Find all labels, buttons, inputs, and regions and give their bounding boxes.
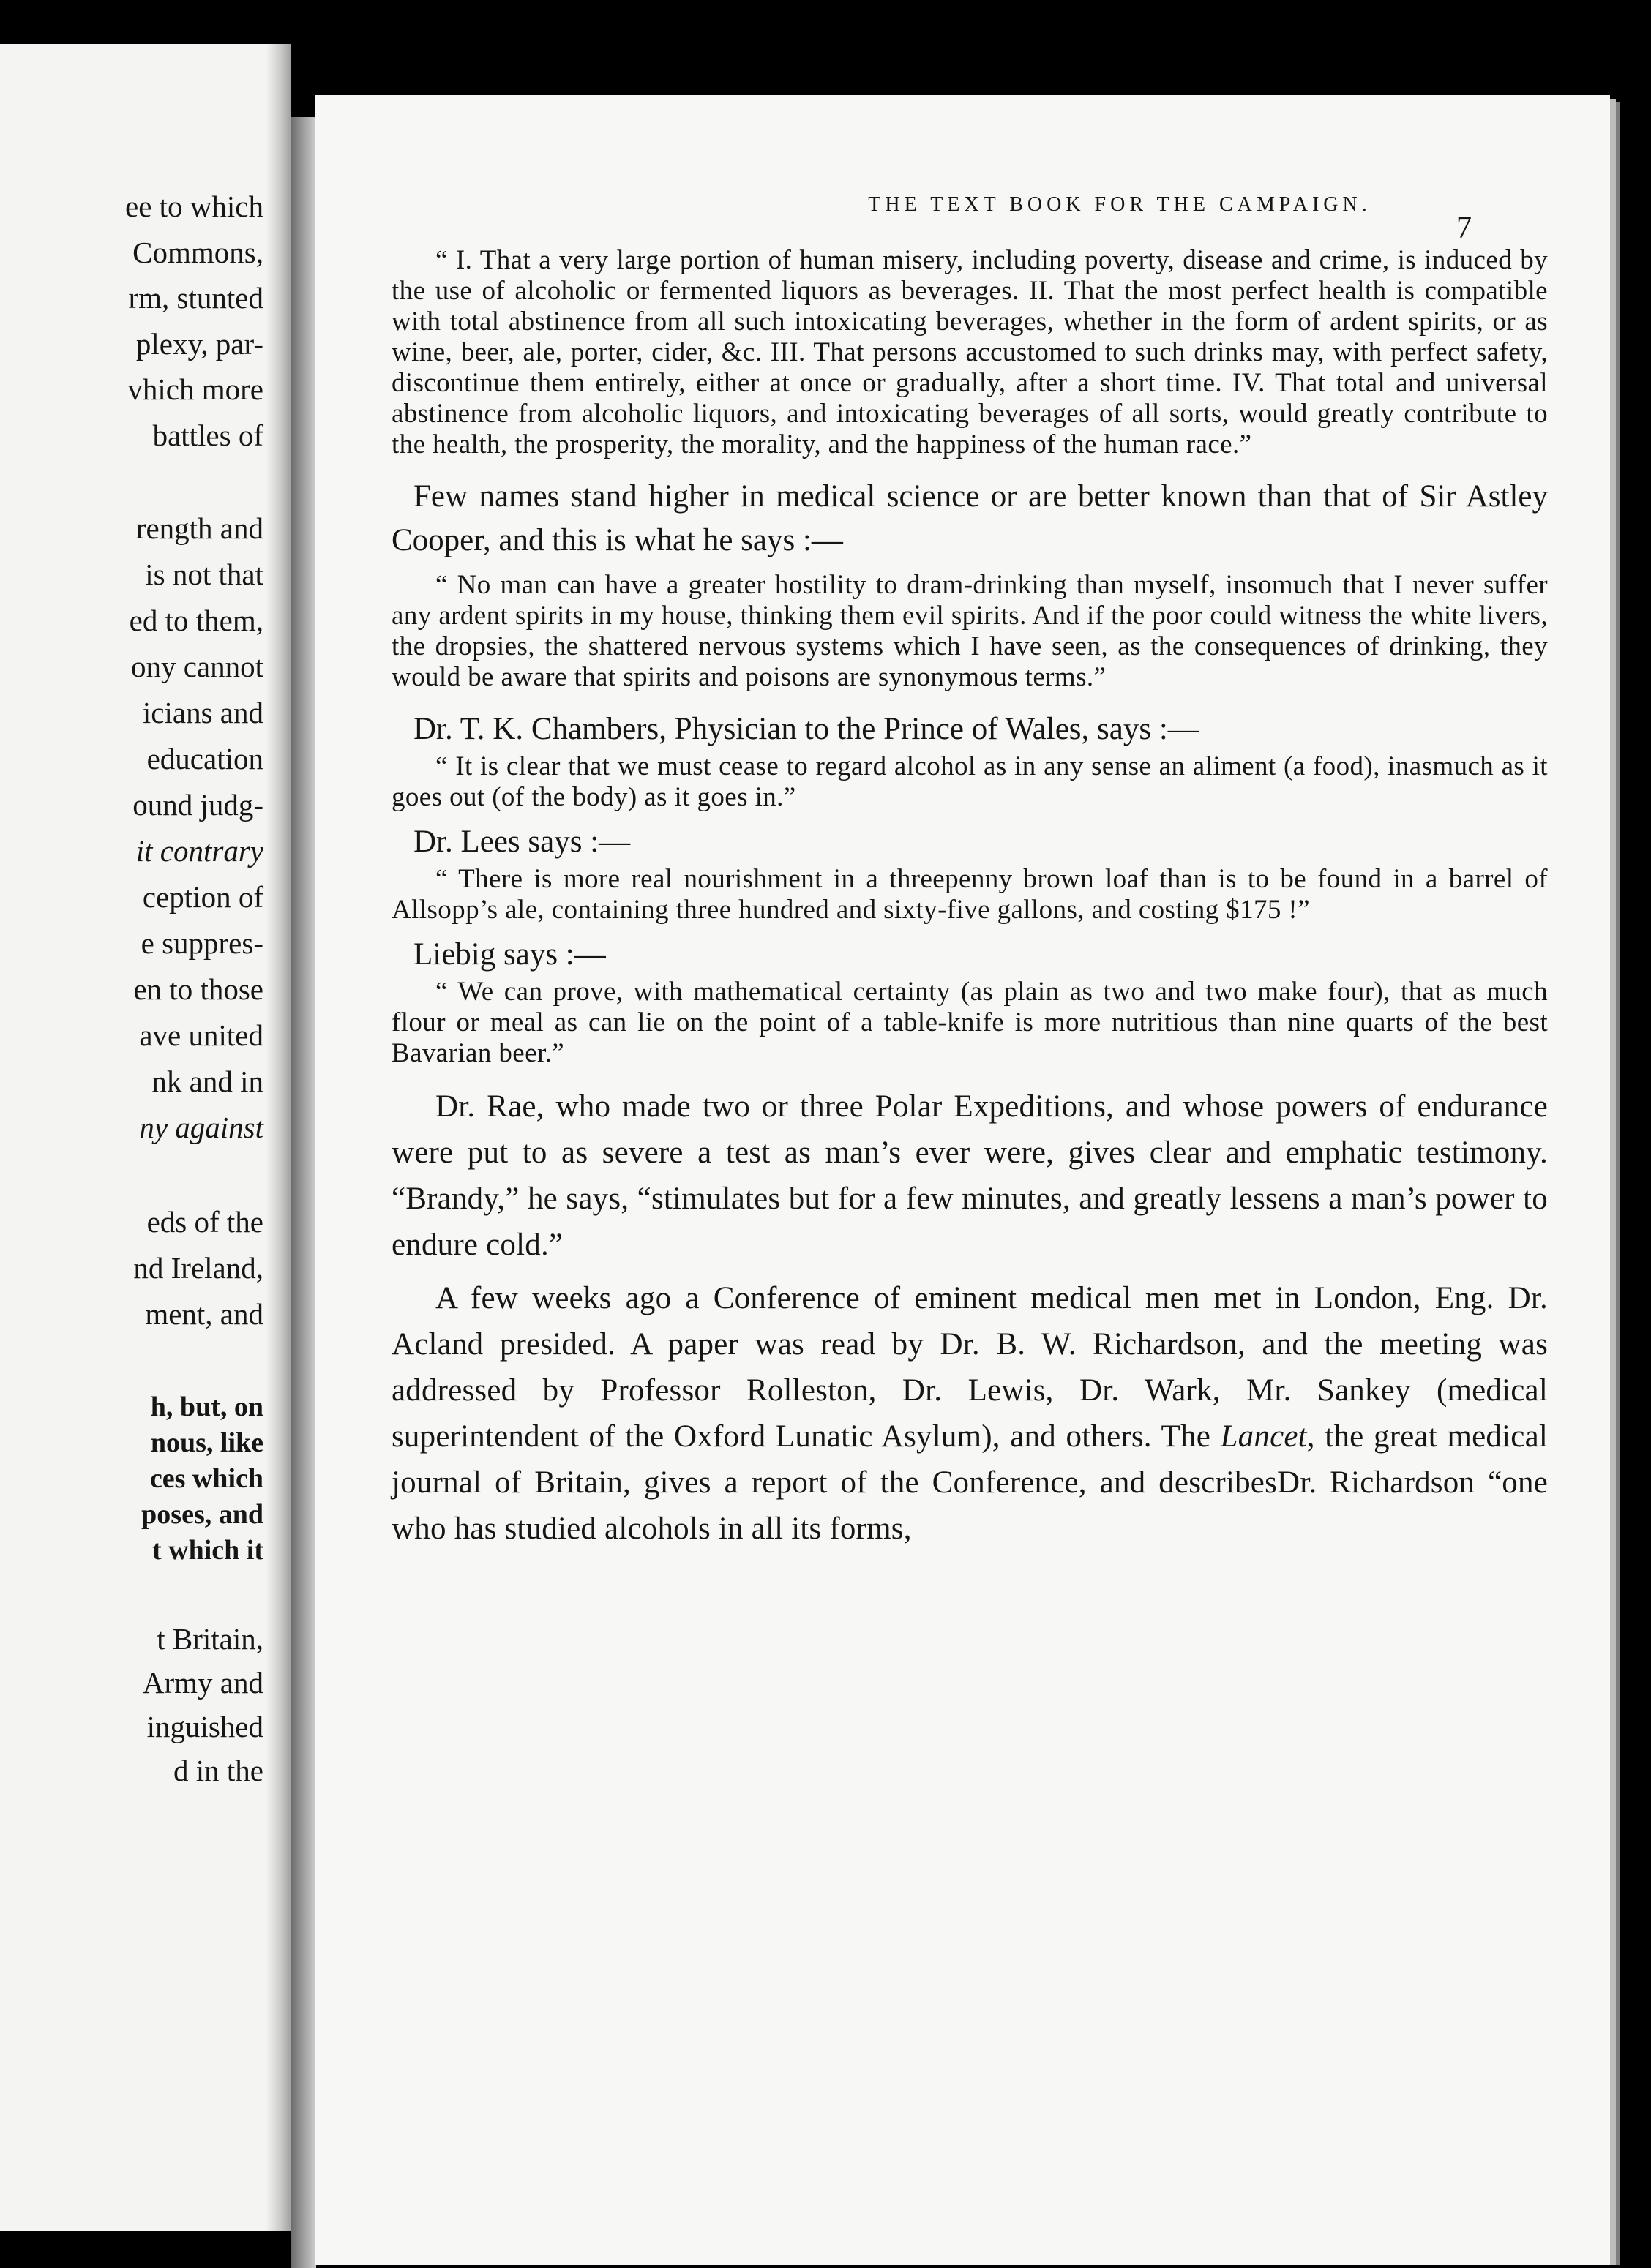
page-edge — [1610, 99, 1616, 2265]
facing-page-line: ces which — [149, 1463, 263, 1494]
facing-page-line: ment, and — [145, 1297, 263, 1331]
facing-page-line: ee to which — [125, 189, 263, 223]
facing-page-line: education — [146, 742, 263, 776]
resolutions-quote: “ I. That a very large portion of human misery, including poverty, disease and crime, is induced by the use of alcoholic or fermented liquors as beverages. II. That the most perfect health is compatible with total abstinence from all such intoxicating beverages, whether in the form of ardent spirits, or as wine, beer, ale, porter, cider, &c. III. That persons accustomed to such drinks may, with perfect safety, discontinue them entirely, either at once or gradually, after a short time. IV. That total and universal abstinence from alcoholic liquors, and intoxicating beverages of all sorts, would greatly contribute to the health, the prosperity, the morality, and the happiness of the human race.” — [392, 245, 1548, 459]
conference-text-end: , the great medical journal of Britain, gives a report of the Conference, and describesDr. Richardson “one who has studied alcohols in all its forms, — [392, 1419, 1548, 1546]
lees-intro: Dr. Lees says :— — [413, 825, 631, 859]
facing-page-line: t Britain, — [157, 1622, 263, 1656]
facing-page-line: h, but, on — [150, 1392, 263, 1422]
lees-quote: “ There is more real nourishment in a threepenny brown loaf than is to be found in a barrel of Allsopp’s ale, containing three hundred and sixty-five gallons, and costing $175 !” — [392, 864, 1548, 925]
lancet-title: Lancet — [1220, 1419, 1307, 1454]
liebig-quote: “ We can prove, with mathematical certainty (as plain as two and two make four), that as much flour or meal as can lie on the point of a table-knife is more nutritious than nine quarts of the best Bavarian beer.” — [392, 977, 1548, 1068]
cooper-quote: “ No man can have a greater hostility to dram-drinking than myself, insomuch that I never suffer any ardent spirits in my house, thinking them evil spirits. And if the poor could witness the white livers, the dropsies, the shattered nervous systems which I have seen, as the consequences of drinking, they would be aware that spirits and poisons are synonymous terms.” — [392, 570, 1548, 692]
facing-page-line: ception of — [142, 880, 263, 914]
facing-page-line: icians and — [142, 696, 263, 729]
book-binding — [291, 117, 316, 2268]
facing-page-line: t which it — [152, 1535, 263, 1566]
facing-page-line: ny against — [139, 1111, 263, 1144]
page-number: 7 — [1456, 211, 1472, 245]
gutter-shadow — [266, 44, 291, 2231]
rae-paragraph: Dr. Rae, who made two or three Polar Expeditions, and whose powers of endurance were put to as severe a test as man’s ever were, gives clear and emphatic testimony. “Brandy,” he says, “stimulates but for a few minutes, and greatly lessens a man’s power to endure cold.” — [392, 1089, 1548, 1262]
conference-paragraph — [392, 1275, 1548, 1552]
facing-page-line: plexy, par- — [135, 327, 263, 361]
facing-page-line: inguished — [146, 1710, 263, 1743]
facing-page-line: en to those — [133, 972, 263, 1006]
facing-page-line: is not that — [145, 557, 263, 591]
facing-page-line: nk and in — [151, 1064, 263, 1098]
chambers-quote: “ It is clear that we must cease to regard alcohol as in any sense an aliment (a food), inasmuch as it goes out (of the body) as it goes in.” — [392, 751, 1548, 812]
facing-page-line: eds of the — [146, 1205, 263, 1239]
facing-page-line: it contrary — [135, 834, 263, 868]
facing-page — [0, 44, 291, 2231]
facing-page-line: ave united — [139, 1018, 263, 1052]
conference-text-start: A few weeks ago a Conference of eminent medical men met in London, Eng. Dr. Acland presided. A paper was read by Dr. B. W. Richardson, and the meeting was addressed by Professor Rolleston, Dr. Lewis, Dr. Wark, Mr. Sankey (medical superintendent of the Oxford Lunatic Asylum), and others. The — [392, 1281, 1548, 1454]
facing-page-line: rength and — [135, 511, 263, 545]
facing-page-line: ony cannot — [130, 650, 263, 683]
facing-page-line: poses, and — [141, 1499, 263, 1530]
page-body — [392, 245, 1548, 1552]
cooper-intro: Few names stand higher in medical science or are better known than that of Sir Astley Cooper, and this is what he says :— — [392, 479, 1548, 557]
facing-page-line: ound judg- — [132, 788, 263, 822]
facing-page-line: nous, like — [150, 1427, 263, 1458]
page-edge-shadow — [1616, 102, 1620, 2265]
main-page — [315, 95, 1610, 2265]
facing-page-line: Army and — [142, 1666, 263, 1700]
facing-page-line: d in the — [173, 1754, 263, 1787]
facing-page-line: battles of — [152, 418, 263, 452]
facing-page-line: nd Ireland, — [133, 1251, 263, 1285]
facing-page-line: Commons, — [132, 236, 263, 269]
facing-page-line: e suppres- — [141, 926, 263, 960]
facing-page-line: rm, stunted — [128, 281, 263, 315]
facing-page-line: vhich more — [127, 372, 263, 406]
running-head: THE TEXT BOOK FOR THE CAMPAIGN. — [868, 193, 1371, 216]
chambers-intro: Dr. T. K. Chambers, Physician to the Prince of Wales, says :— — [413, 712, 1199, 746]
liebig-intro: Liebig says :— — [413, 937, 606, 972]
facing-page-line: ed to them, — [129, 604, 263, 637]
